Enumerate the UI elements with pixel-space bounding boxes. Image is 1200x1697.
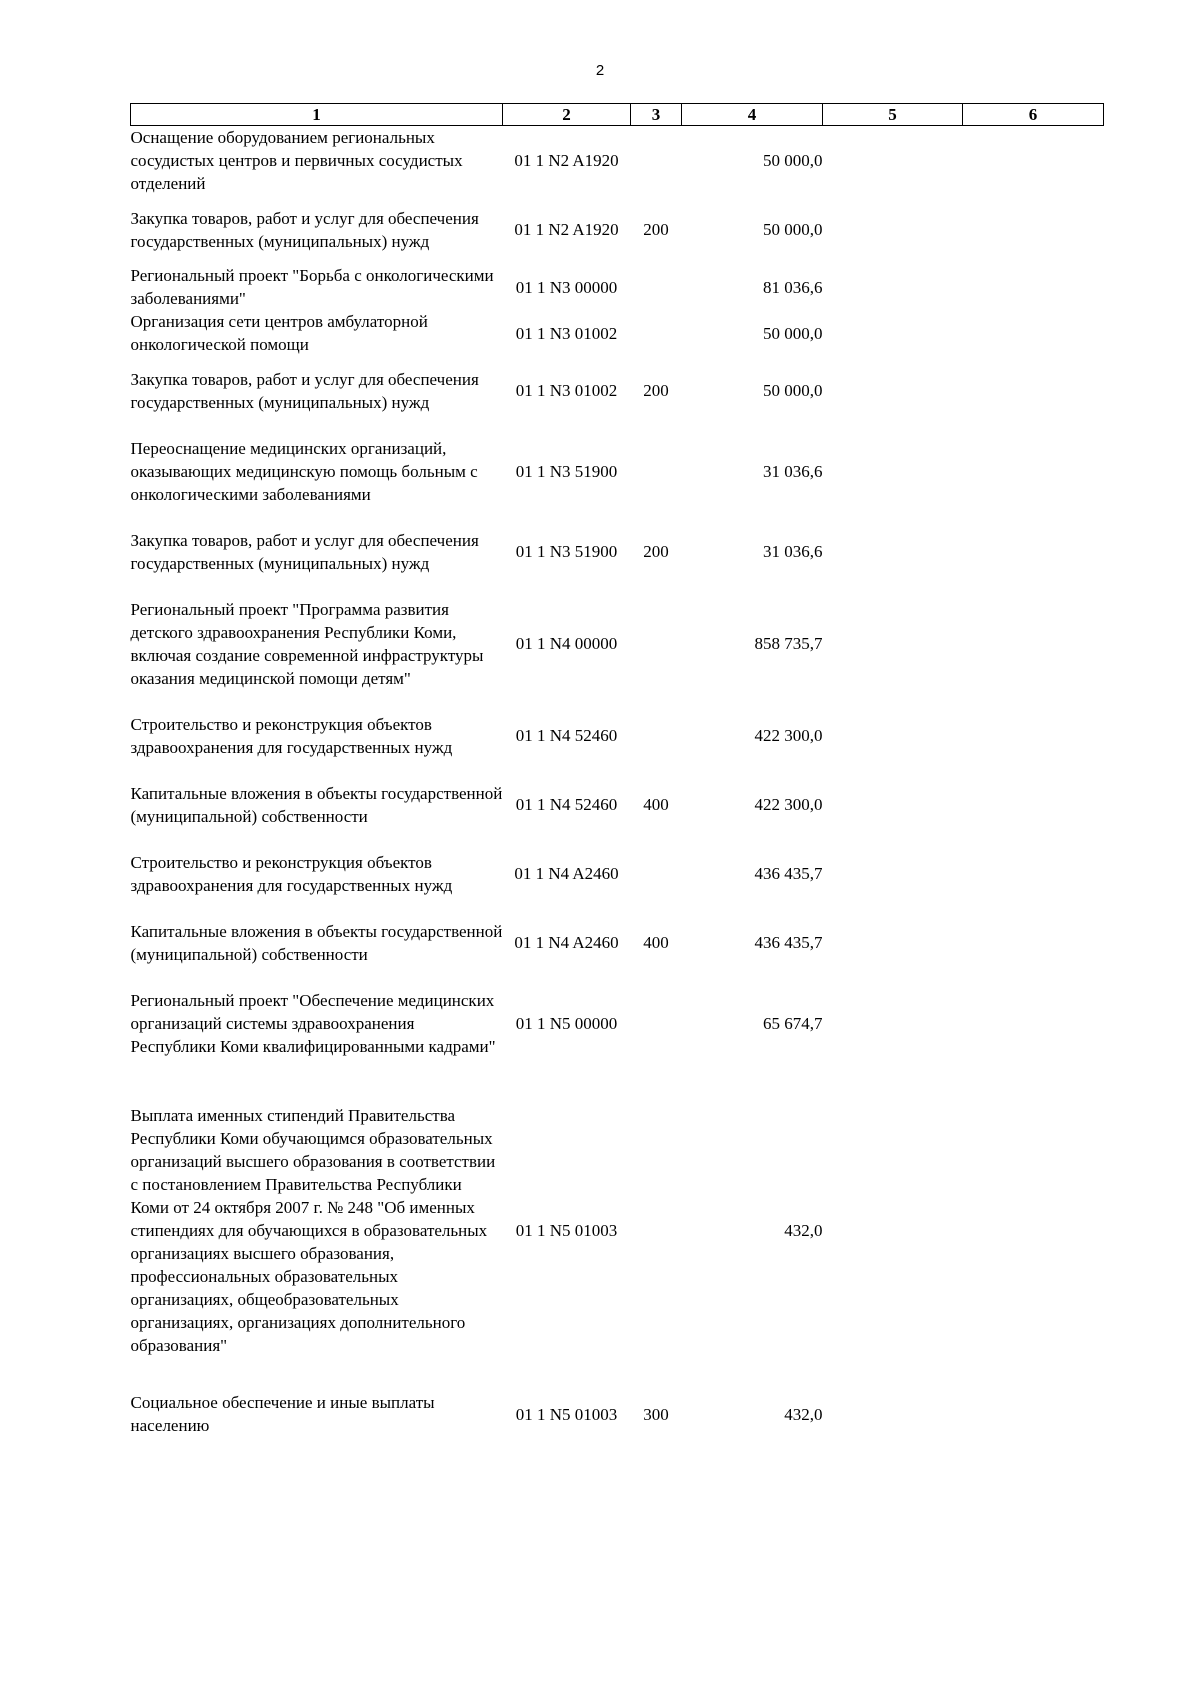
row-col6: [963, 310, 1104, 356]
row-col6: [963, 264, 1104, 310]
table-row: [131, 701, 1104, 770]
row-name: Выплата именных стипендий Правительства Республики Коми обучающимся образовательных организаций высшего образования в соответствии с постановлением Правительства Республики Коми от 24 октября 2007 г. № 248 "Об именных стипендиях для обучающихся в образовательных организациях высшего образования, профессиональных образовательных организациях, общеобразовательных организациях, организациях дополнительного образования": [130, 1105, 496, 1355]
row-code: 01 1 N3 01002: [515, 323, 618, 343]
table-row: [131, 1391, 1104, 1437]
table-row: [131, 195, 1104, 264]
row-amount: 432,0: [784, 1220, 823, 1240]
table-row: [131, 310, 1104, 356]
row-col5: [823, 1391, 963, 1437]
row-code: 01 1 N4 52460: [515, 726, 618, 745]
row-col6: [963, 977, 1104, 1069]
row-name: Региональный проект "Борьба с онкологическими заболеваниями": [130, 266, 494, 308]
row-col6: [963, 126, 1104, 196]
column-header-3: 3: [631, 104, 682, 126]
page-number: 2: [595, 62, 605, 79]
row-col5: [823, 356, 963, 425]
table-row: [131, 908, 1104, 977]
row-col6: [963, 586, 1104, 701]
row-amount: 31 036,6: [763, 542, 823, 561]
row-name: Социальное обеспечение и иные выплаты населению: [130, 1393, 435, 1435]
row-code: 01 1 N5 00000: [515, 1013, 618, 1033]
row-col6: [963, 425, 1104, 517]
table-row: [131, 1069, 1104, 1391]
row-expense-type: [631, 839, 682, 908]
table-row: [131, 425, 1104, 517]
table-row: [131, 770, 1104, 839]
row-amount: 31 036,6: [763, 461, 823, 481]
row-amount: 432,0: [784, 1404, 823, 1424]
row-code: 01 1 N3 51900: [515, 542, 618, 561]
row-col6: [963, 701, 1104, 770]
row-col5: [823, 264, 963, 310]
row-col5: [823, 586, 963, 701]
row-name: Строительство и реконструкция объектов здравоохранения для государственных нужд: [130, 714, 453, 757]
row-expense-type: [631, 310, 682, 356]
row-name: Закупка товаров, работ и услуг для обеспечения государственных (муниципальных) нужд: [130, 369, 479, 412]
row-col6: [963, 195, 1104, 264]
table-row: [131, 517, 1104, 586]
row-expense-type: [631, 701, 682, 770]
row-expense-type: [631, 264, 682, 310]
row-amount: 436 435,7: [754, 864, 823, 883]
row-col5: [823, 310, 963, 356]
column-header-6: 6: [963, 104, 1104, 126]
row-expense-type: 200: [643, 381, 669, 400]
row-expense-type: 200: [643, 220, 669, 239]
row-amount: 81 036,6: [763, 277, 823, 297]
row-expense-type: 400: [643, 795, 669, 814]
row-code: 01 1 N5 01003: [515, 1220, 618, 1240]
row-col5: [823, 839, 963, 908]
row-col5: [823, 126, 963, 196]
row-name: Закупка товаров, работ и услуг для обеспечения государственных (муниципальных) нужд: [130, 530, 479, 573]
row-name: Капитальные вложения в объекты государственной (муниципальной) собственности: [130, 783, 503, 826]
table-row: [131, 839, 1104, 908]
row-col5: [823, 908, 963, 977]
table-row: [131, 264, 1104, 310]
row-col6: [963, 356, 1104, 425]
row-col6: [963, 1391, 1104, 1437]
row-code: 01 1 N3 51900: [515, 461, 618, 481]
row-name: Региональный проект "Программа развития детского здравоохранения Республики Коми, включая создание современной инфраструктуры оказания медицинской помощи детям": [130, 599, 484, 688]
column-header-5: 5: [823, 104, 963, 126]
row-expense-type: 400: [643, 933, 669, 952]
row-expense-type: 300: [643, 1404, 669, 1424]
row-code: 01 1 N4 A2460: [514, 864, 619, 883]
row-code: 01 1 N4 00000: [515, 634, 618, 653]
row-code: 01 1 N3 00000: [515, 277, 618, 297]
column-header-4: 4: [682, 104, 823, 126]
row-name: Переоснащение медицинских организаций, оказывающих медицинскую помощь больным с онкологическими заболеваниями: [130, 438, 478, 504]
row-code: 01 1 N4 52460: [515, 795, 618, 814]
row-expense-type: 200: [643, 542, 669, 561]
row-col5: [823, 517, 963, 586]
row-expense-type: [631, 126, 682, 196]
row-amount: 50 000,0: [763, 323, 823, 343]
row-code: 01 1 N3 01002: [515, 381, 618, 400]
row-col6: [963, 839, 1104, 908]
row-amount: 50 000,0: [763, 381, 823, 400]
row-col5: [823, 1069, 963, 1391]
column-header-1: 1: [131, 104, 503, 126]
row-expense-type: [631, 1069, 682, 1391]
row-code: 01 1 N2 A1920: [514, 151, 619, 170]
row-name: Оснащение оборудованием региональных сосудистых центров и первичных сосудистых отделений: [130, 128, 463, 193]
row-code: 01 1 N5 01003: [515, 1404, 618, 1424]
row-amount: 50 000,0: [763, 151, 823, 170]
row-expense-type: [631, 425, 682, 517]
row-col5: [823, 701, 963, 770]
row-expense-type: [631, 586, 682, 701]
table-header-row: [131, 104, 1104, 126]
table-row: [131, 586, 1104, 701]
row-name: Организация сети центров амбулаторной онкологической помощи: [130, 312, 428, 354]
row-expense-type: [631, 977, 682, 1069]
row-col5: [823, 425, 963, 517]
row-amount: 422 300,0: [754, 795, 823, 814]
row-name: Закупка товаров, работ и услуг для обеспечения государственных (муниципальных) нужд: [130, 208, 479, 251]
row-col5: [823, 770, 963, 839]
row-code: 01 1 N2 A1920: [514, 220, 619, 239]
row-name: Строительство и реконструкция объектов здравоохранения для государственных нужд: [130, 852, 453, 895]
column-header-2: 2: [503, 104, 631, 126]
row-amount: 50 000,0: [763, 220, 823, 239]
row-col6: [963, 517, 1104, 586]
row-col6: [963, 770, 1104, 839]
row-code: 01 1 N4 A2460: [514, 933, 619, 952]
row-name: Капитальные вложения в объекты государственной (муниципальной) собственности: [130, 921, 503, 964]
row-col6: [963, 1069, 1104, 1391]
table-row: [131, 126, 1104, 196]
row-amount: 858 735,7: [754, 634, 823, 653]
table-row: [131, 356, 1104, 425]
budget-table: [130, 103, 1104, 1437]
row-col6: [963, 908, 1104, 977]
row-amount: 422 300,0: [754, 726, 823, 745]
row-col5: [823, 977, 963, 1069]
row-amount: 65 674,7: [763, 1013, 823, 1033]
row-col5: [823, 195, 963, 264]
row-name: Региональный проект "Обеспечение медицинских организаций системы здравоохранения Республики Коми квалифицированными кадрами": [130, 990, 496, 1056]
table-row: [131, 977, 1104, 1069]
row-amount: 436 435,7: [754, 933, 823, 952]
